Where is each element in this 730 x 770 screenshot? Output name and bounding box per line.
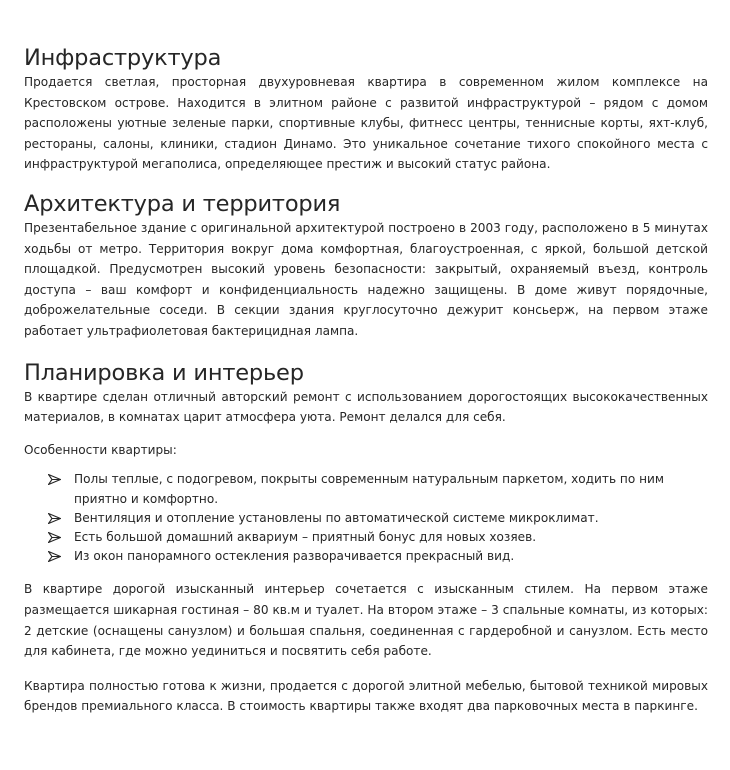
section-heading-infrastructure: Инфраструктура <box>24 45 222 71</box>
section-heading-architecture: Архитектура и территория <box>24 190 341 217</box>
section-heading-layout-interior: Планировка и интерьер <box>24 359 304 386</box>
section-infrastructure <box>24 44 708 175</box>
list-item <box>48 509 708 528</box>
furnishing-paragraph: Квартира полностью готова к жизни, продается с дорогой элитной мебелью, бытовой техникой мировых брендов премиального класса. В стоимость квартиры также входят два парковочных места в паркинге. <box>24 678 708 714</box>
feature-text: Есть большой домашний аквариум – приятный бонус для новых хозяев. <box>74 529 537 544</box>
list-item <box>48 528 708 547</box>
arrow-bullet-icon <box>48 513 61 524</box>
feature-text: Из окон панорамного остекления разворачивается прекрасный вид. <box>74 549 515 564</box>
interior-description-paragraph: В квартире дорогой изысканный интерьер сочетается с изысканным стилем. На первом этаже размещается шикарная гостиная – 80 кв.м и туалет. На втором этаже – 3 спальные комнаты, из которых: 2 детские (оснащены санузлом) и большая спальня, соединенная с гардеробной и санузлом. Есть место для кабинета, где можно уединиться и посвятить себя работе. <box>24 582 708 659</box>
interior-intro-paragraph: В квартире сделан отличный авторский ремонт с использованием дорогостоящих высококачественных материалов, в комнатах царит атмосфера уюта. Ремонт делался для себя. <box>24 389 708 425</box>
architecture-paragraph: Презентабельное здание с оригинальной архитектурой построено в 2003 году, расположено в 5 минутах ходьбы от метро. Территория вокруг дома комфортная, благоустроенная, с яркой, большой детской площадкой. Предусмотрен высокий уровень безопасности: закрытый, охраняемый въезд, контроль доступа – ваш комфорт и конфиденциальность надежно защищены. В доме живут порядочные, доброжелательные соседи. В секции здания круглосуточно дежурит консьерж, на первом этаже работает ультрафиолетовая бактерицидная лампа. <box>24 220 708 338</box>
section-architecture <box>24 190 708 342</box>
feature-text: Полы теплые, с подогревом, покрыты современным натуральным паркетом, ходить по ним приятно и комфортно. <box>74 472 664 506</box>
list-item <box>48 470 708 508</box>
arrow-bullet-icon <box>48 532 61 543</box>
arrow-bullet-icon <box>48 551 61 562</box>
features-label: Особенности квартиры: <box>24 442 177 457</box>
arrow-bullet-icon <box>48 474 61 485</box>
section-layout-interior <box>24 359 708 717</box>
feature-text: Вентиляция и отопление установлены по автоматической системе микроклимат. <box>74 510 599 525</box>
features-list <box>24 470 708 566</box>
list-item <box>48 547 708 566</box>
infrastructure-paragraph: Продается светлая, просторная двухуровневая квартира в современном жилом комплексе на Крестовском острове. Находится в элитном районе с развитой инфраструктурой – рядом с домом расположены уютные зеленые парки, спортивные клубы, фитнесс центры, теннисные корты, яхт-клуб, рестораны, салоны, клиники, стадион Динамо. Это уникальное сочетание тихого спокойного места с инфраструктурой мегаполиса, определяющее престиж и высокий статус района. <box>24 75 708 172</box>
